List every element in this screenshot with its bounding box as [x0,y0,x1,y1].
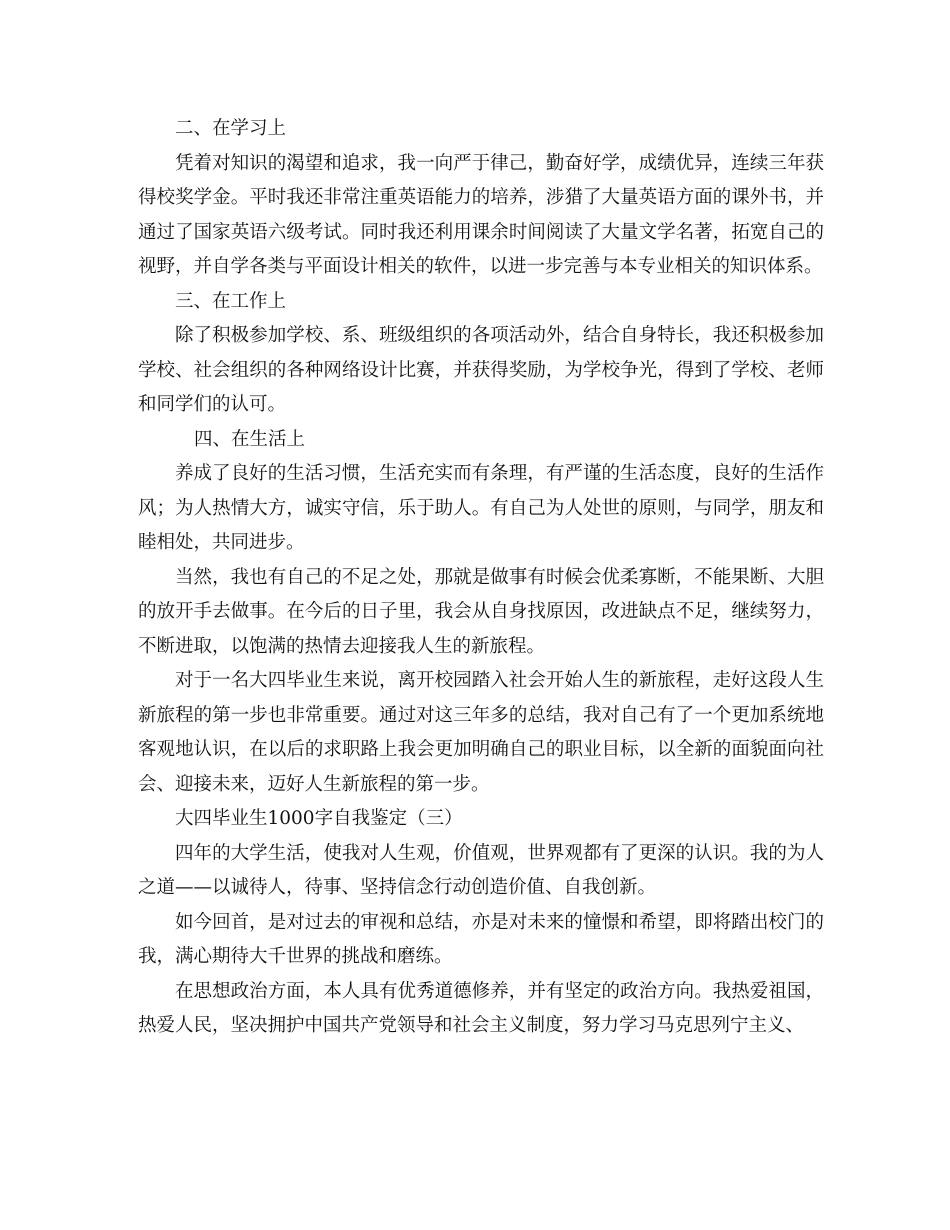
section-heading-study: 二、在学习上 [175,118,287,139]
paragraph-study: 凭着对知识的渴望和追求，我一向严于律己，勤奋好学，成绩优异，连续三年获得校奖学金。平时我还非常注重英语能力的培养，涉猎了大量英语方面的课外书，并通过了国家英语六级考试。同时我还利用课余时间阅读了大量文学名著，拓宽自己的视野，并自学各类与平面设计相关的软件，以进一步完善与本专业相关的知识体系。 [138,152,824,277]
section-heading-work: 三、在工作上 [175,290,287,312]
paragraph-summary: 对于一名大四毕业生来说，离开校园踏入社会开始人生的新旅程，走好这段人生新旅程的第一步也非常重要。通过对这三年多的总结，我对自己有了一个更加系统地客观地认识，在以后的求职路上我会更加明确自己的职业目标，以全新的面貌面向社会、迎接未来，迈好人生新旅程的第一步。 [138,670,824,795]
paragraph-retrospect: 如今回首，是对过去的审视和总结，亦是对未来的憧憬和希望，即将踏出校门的我，满心期待大千世界的挑战和磨练。 [138,911,824,967]
paragraph-shortcomings: 当然，我也有自己的不足之处，那就是做事有时候会优柔寡断，不能果断、大胆的放开手去做事。在今后的日子里，我会从自身找原因，改进缺点不足，继续努力，不断进取，以饱满的热情去迎接我人生的新旅程。 [138,566,824,657]
section-heading-part-three: 大四毕业生1000字自我鉴定（三） [175,808,463,829]
paragraph-values: 四年的大学生活，使我对人生观，价值观，世界观都有了更深的认识。我的为人之道——以诚待人，待事、坚持信念行动创造价值、自我创新。 [138,842,824,898]
section-heading-life: 四、在生活上 [194,428,306,450]
paragraph-life: 养成了良好的生活习惯，生活充实而有条理，有严谨的生活态度，良好的生活作风；为人热情大方，诚实守信，乐于助人。有自己为人处世的原则，与同学，朋友和睦相处，共同进步。 [138,463,824,553]
paragraph-politics: 在思想政治方面，本人具有优秀道德修养，并有坚定的政治方向。我热爱祖国，热爱人民，坚决拥护中国共产党领导和社会主义制度，努力学习马克思列宁主义、 [138,980,824,1036]
paragraph-work: 除了积极参加学校、系、班级组织的各项活动外，结合自身特长，我还积极参加学校、社会组织的各种网络设计比赛，并获得奖励，为学校争光，得到了学校、老师和同学们的认可。 [138,325,824,415]
document-body [138,112,824,1044]
